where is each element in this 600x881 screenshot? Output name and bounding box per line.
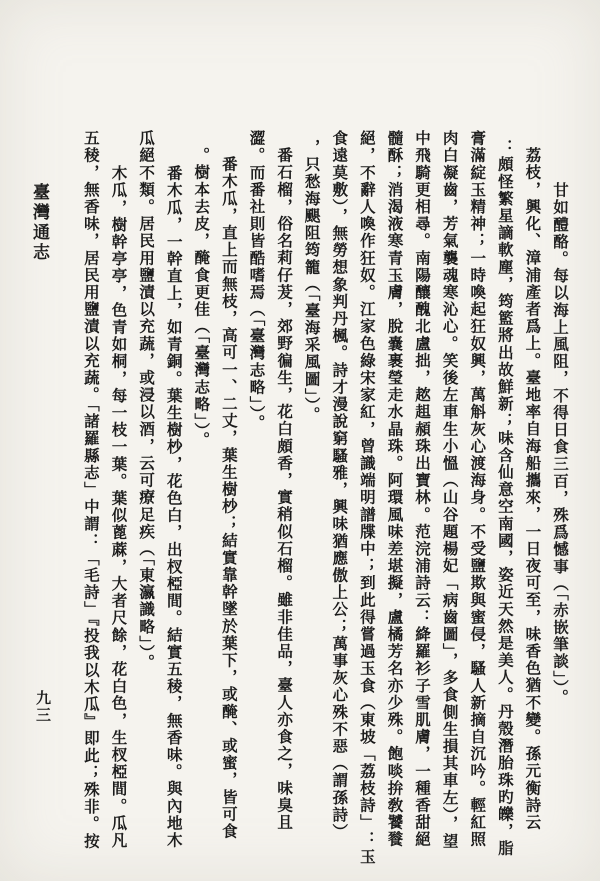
text-column: 中飛騎更相尋。南陽釀醜北盧拙，趑趄頳珠出寶林。范浣浦詩云：絳羅衫子雪肌膚，一種香甜絕 (413, 130, 433, 849)
text-column: 番木瓜，一幹直上，如青銅。葉生樹杪，花色白，出杈椏間。結實五稜，無香味。與內地木 (164, 164, 184, 849)
text-column: 番石榴，俗名莉仔茇，郊野徧生，花白頗香，實稍似石榴。雖非佳品，臺人亦食之，味臭且 (275, 147, 295, 832)
book-title: 臺灣通志 (29, 183, 49, 263)
text-column: 食遠莫敷），無勞想象判丹楓。詩才漫說窮騷雅，興味猶應傲上公；萬事灰心殊不惡（謂孫詩） (330, 130, 350, 841)
text-column: 瓜絕不類。居民用鹽漬以充蔬，或浸以酒，云可療足疾（「東瀛識略」）。 (137, 130, 157, 672)
text-column: 番木瓜，直上而無枝，高可一、二丈，葉生樹杪；結實靠幹墜於葉下，或醃、或蜜，皆可食 (219, 155, 239, 840)
text-column: 荔枝，興化、漳浦產者爲上。臺地率自海船攜來，一日夜可至，味香色猶不變。孫元衡詩云 (523, 147, 543, 832)
text-column: 肉白凝齒，芳氣襲魂寒沁心。笑後左車生小慍（山谷題楊妃「病齒圖」，多食側生損其車左），望 (440, 130, 460, 850)
text-column: ，只愁海颶阻筠籠（「臺海采風圖」）。 (302, 138, 322, 424)
text-column: 澀。而番社則皆酷嗜焉（「臺灣志略」）。 (247, 130, 267, 432)
text-column: 木瓜，樹幹亭亭，色青如桐，每一枝一葉。葉似蓖蔴，大者尺餘，花白色，生杈椏間。瓜凡 (109, 164, 129, 849)
text-column: 甘如醴酪。每以海上風阻，不得日食三百，殊爲憾事（「赤嵌筆談」）。 (551, 181, 570, 706)
text-column: 。樹本去皮，醃食更佳（「臺灣志略」）。 (192, 147, 212, 449)
text-column: 絕，不辭人喚作狂奴。江家色綠宋家紅，曾識端明譜牒中；到此得嘗過玉食（東坡「荔枝詩」：玉 (357, 130, 377, 866)
text-column: 膏滿綻玉精神；一時喚起狂奴興，萬斛灰心渡海身。不受鹽欺與蜜侵，騷人新摘自沉吟。輕紅照 (468, 130, 488, 849)
text-columns (76, 130, 574, 880)
text-column: ：頗怪繁星謫軟塵，筠籃將出故鮮新；味含仙意空南國，姿近天然是美人。丹殼潛胎珠旳皪，脂 (495, 138, 515, 857)
text-column: 五稜，無香味，居民用鹽漬以充蔬。「諸羅縣志」中謂：「毛詩」『投我以木瓜』即此；殊非。按 (81, 130, 101, 850)
text-column: 髓酥；消渴液寒青玉膚，脫嚢裹瑩走水晶珠。阿環風味差堪擬，盧橘芳名亦少殊。飽啖拚敎饕餮 (385, 130, 405, 849)
page-number: 九三 (34, 690, 52, 724)
